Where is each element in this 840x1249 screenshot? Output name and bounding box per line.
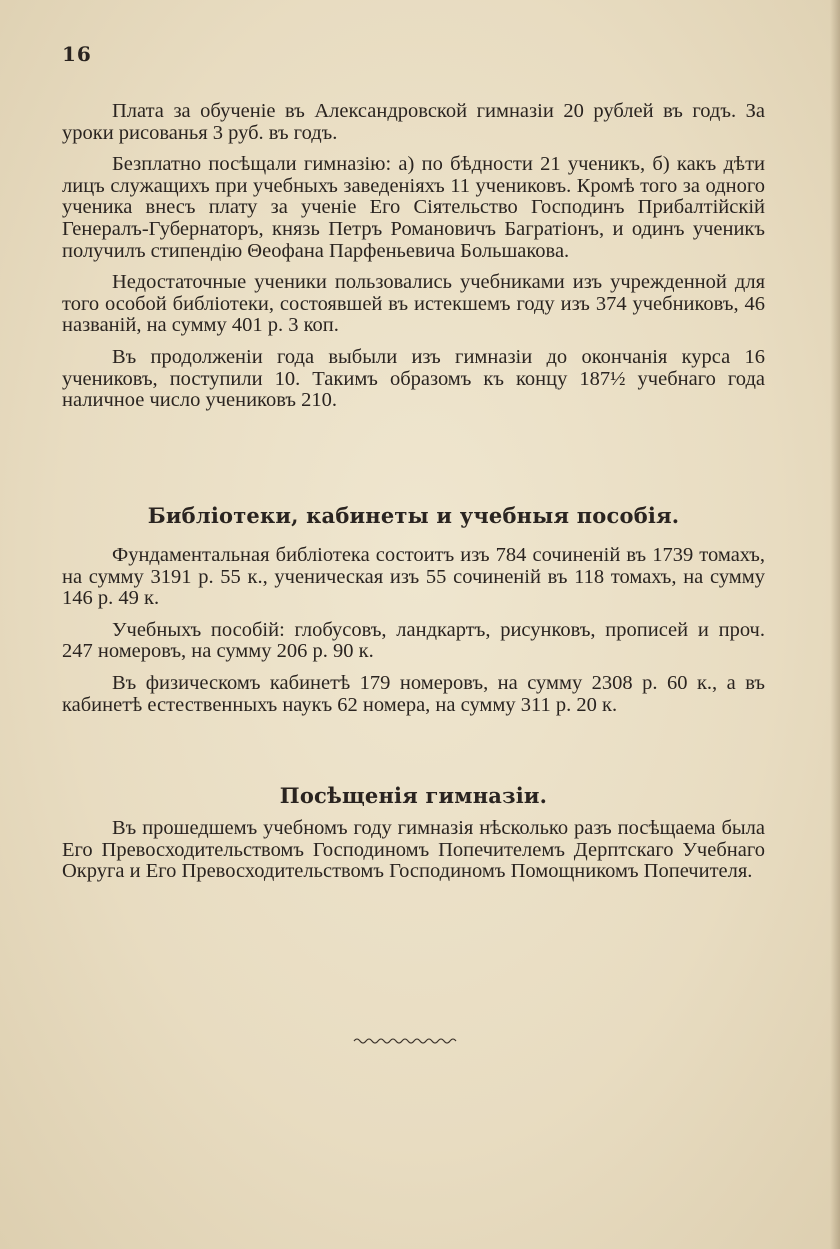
paragraph-free-attendance: Безплатно посѣщали гимназію: а) по бѣдности 21 ученикъ, б) какъ дѣти лицъ служащихъ при учебныхъ заведеніяхъ 11 учениковъ. Кромѣ того за одного ученика внесъ плату за ученіе Его Сіятельство Господинъ Прибалтійскій Генералъ-Губернаторъ, князь Петръ Романовичъ Багратіонъ, и одинъ ученикъ получилъ стипендію Θеофана Парфеньевича Большакова. — [62, 153, 765, 262]
intro-section — [62, 101, 765, 422]
paragraph-cabinets: Въ физическомъ кабинетѣ 179 номеровъ, на сумму 2308 р. 60 к., а въ кабинетѣ естественныхъ наукъ 62 номера, на сумму 311 р. 20 к. — [62, 671, 765, 716]
paragraph-tuition: Плата за обученіе въ Александровской гимназіи 20 рублей въ годъ. За уроки рисованья 3 руб. въ годъ. — [62, 100, 765, 144]
libraries-section — [62, 545, 765, 726]
wavy-divider-ornament — [352, 1035, 458, 1047]
paragraph-library: Фундаментальная библіотека состоитъ изъ 784 сочиненій въ 1739 томахъ, на сумму 3191 р. 55 к., ученическая изъ 55 сочиненій въ 118 томахъ, на сумму 146 р. 49 к. — [62, 544, 765, 610]
visits-heading: Посѣщенія гимназіи. — [279, 783, 548, 808]
paragraph-teaching-aids: Учебныхъ пособій: глобусовъ, ландкартъ, рисунковъ, прописей и проч. 247 номеровъ, на сумму 206 р. 90 к. — [62, 618, 765, 663]
libraries-heading: Библіотеки, кабинеты и учебныя пособія. — [147, 503, 680, 528]
page-number: 16 — [62, 42, 92, 66]
paragraph-textbooks: Недостаточные ученики пользовались учебниками изъ учрежденной для того особой библіотеки, состоявшей въ истекшемъ году изъ 374 учебниковъ, 46 названій, на сумму 401 р. 3 коп. — [62, 271, 765, 337]
paragraph-enrollment: Въ продолженіи года выбыли изъ гимназіи до окончанія курса 16 учениковъ, поступили 10. Такимъ образомъ къ концу 187½ учебнаго года наличное число учениковъ 210. — [62, 345, 765, 412]
page-edge-shadow — [830, 0, 840, 1249]
visits-section — [62, 818, 765, 893]
paragraph-visits: Въ прошедшемъ учебномъ году гимназія нѣсколько разъ посѣщаема была Его Превосходительствомъ Господиномъ Попечителемъ Дерптскаго Учебнаго Округа и Его Превосходительствомъ Господиномъ Помощникомъ Попечителя. — [62, 817, 765, 883]
